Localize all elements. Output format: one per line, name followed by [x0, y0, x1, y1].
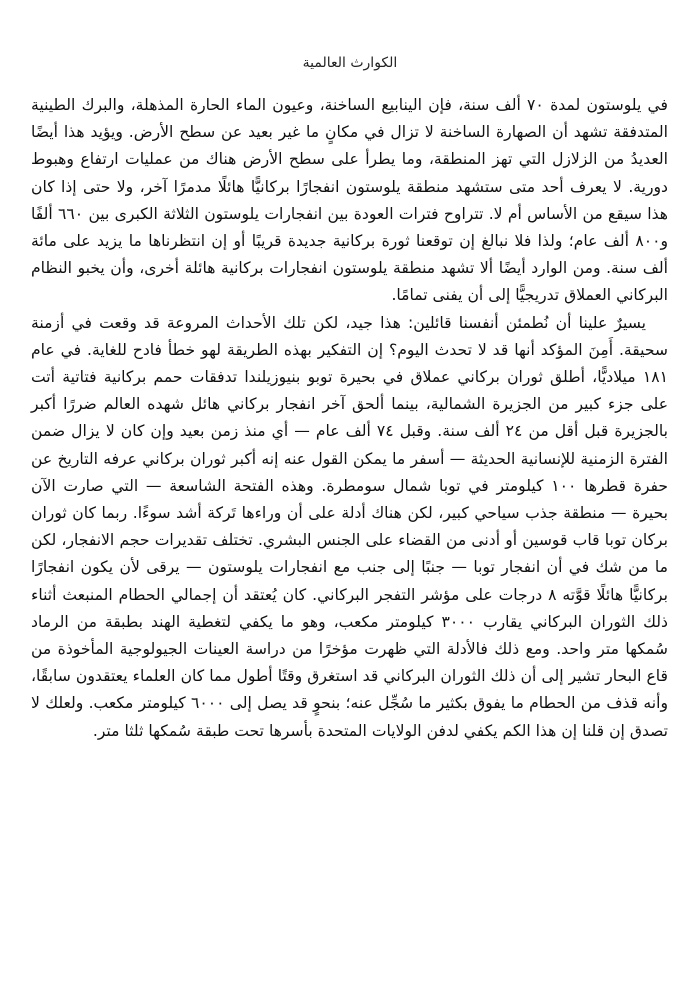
- body-text: [31, 92, 668, 745]
- running-header-title: الكوارث العالمية: [302, 55, 398, 71]
- paragraph-toba-eruption: يسيرٌ علينا أن نُطمئن أنفسنا قائلين: هذا جيد، لكن تلك الأحداث المروعة قد وقعت في أزمنة سحيقة. أَمِنَ المؤكد أنها قد لا تحدث اليوم؟ إن التفكير بهذه الطريقة لهو خطأ فادح للغاية. في عام ١٨١ ميلاديًّا، أطلق ثوران بركاني عملاق في بحيرة توبو بنيوزيلندا تدفقات حمم بركانية فتاتية أتت على جزء كبير من الجزيرة الشمالية، بينما ألحق آخر انفجار بركاني هائل شهده العالم ضررًا أكبر بالجزيرة قبل أقل من ٢٤ ألف سنة. وقبل ٧٤ ألف عام — أي منذ زمن بعيد وإن كان لا يزال ضمن الفترة الزمنية للإنسانية الحديثة — أسفر ما يمكن القول عنه إنه أكبر ثوران بركاني عرفه التاريخ عن حفرة قطرها ١٠٠ كيلومتر في توبا شمال سومطرة. وهذه الفتحة الشاسعة — التي صارت الآن بحيرة — منطقة جذب سياحي كبير، لكن هناك أدلة على أن وراءها تَركة أشد سوءًا. ربما كان ثوران بركان توبا قاب قوسين أو أدنى من القضاء على الجنس البشري. تختلف تقديرات حجم الانفجار، لكن ما من شك في أن انفجار توبا — جنبًا إلى جنب مع انفجارات يلوستون — يرقى لأن يكون انفجارًا بركانيًّا هائلًا قوَّته ٨ درجات على مؤشر التفجر البركاني. كان يُعتقد أن إجمالي الحطام المنبعث أثناء ذلك الثوران البركاني يقارب ٣٠٠٠ كيلومتر مكعب، وهو ما يكفي لتغطية الهند بطبقة من الرماد سُمكها متر واحد. ومع ذلك فالأدلة التي ظهرت مؤخرًا من دراسة العينات الجيولوجية المأخوذة من قاع البحار تشير إلى أن ذلك الثوران البركاني قد استغرق وقتًا أطول مما كان العلماء يعتقدون سابقًا، وأنه قذف من الحطام ما يفوق بكثير ما سُجِّل عنه؛ بنحوٍ قد يصل إلى ٦٠٠٠ كيلومتر مكعب. ولعلك لا تصدق إن قلنا إن هذا الكم يكفي لدفن الولايات المتحدة بأسرها تحت طبقة سُمكها ثلثا متر.: [31, 313, 668, 740]
- paragraph-continuation: في يلوستون لمدة ٧٠ ألف سنة، فإن الينابيع الساخنة، وعيون الماء الحارة المذهلة، والبرك الطينية المتدفقة تشهد أن الصهارة الساخنة لا تزال في مكانٍ ما غير بعيد عن سطح الأرض. ويؤيد هذا أيضًا العديدُ من الزلازل التي تهز المنطقة، وما يطرأ على سطح الأرض هناك من عمليات ارتفاع وهبوط دورية. لا يعرف أحد متى ستشهد منطقة يلوستون انفجارًا بركانيًّا هائلًا مدمرًا آخر، ولا حتى إذا كان هذا سيقع من الأساس أم لا. تتراوح فترات العودة بين انفجارات يلوستون الثلاثة الكبرى بين ٦٦٠ ألفًا و٨٠٠ ألف عام؛ ولذا فلا نبالغ إن توقعنا ثورة بركانية جديدة قريبًا أو إن انتظرناها ما يزيد على مائة ألف سنة. ومن الوارد أيضًا ألا تشهد منطقة يلوستون انفجارات بركانية هائلة أخرى، وأن يخبو النظام البركاني العملاق تدريجيًّا إلى أن يفنى تمامًا.: [31, 96, 669, 305]
